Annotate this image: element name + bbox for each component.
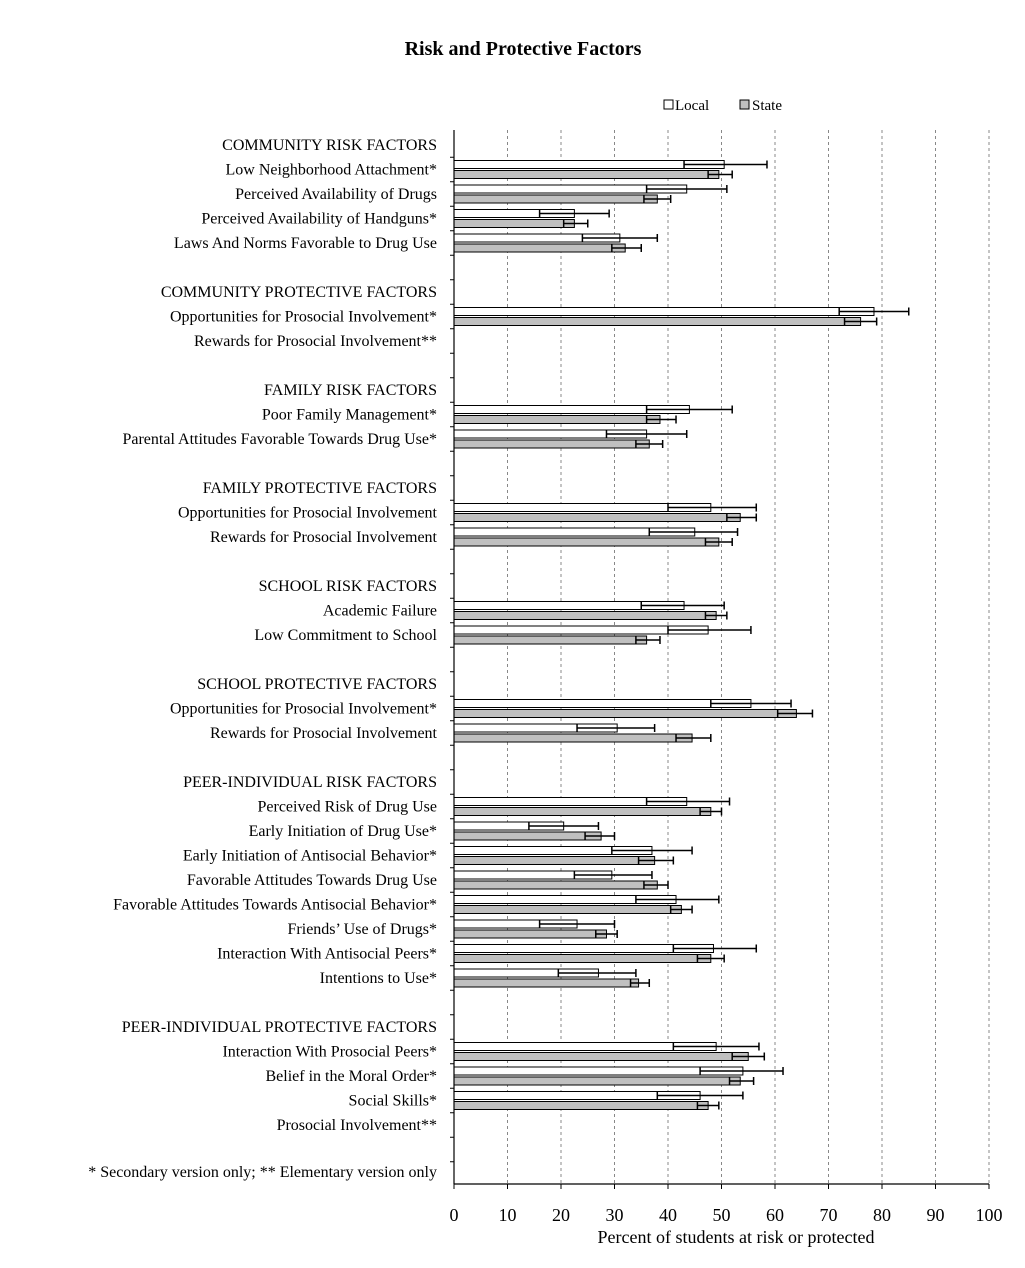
- x-tick-label: 90: [926, 1205, 945, 1225]
- bar-state: [454, 710, 796, 718]
- bar-state: [454, 538, 719, 546]
- x-tick-label: 50: [712, 1205, 731, 1225]
- x-tick-label: 100: [975, 1205, 1003, 1225]
- category-label: Opportunities for Prosocial Involvement*: [169, 700, 437, 718]
- bar-state: [454, 906, 681, 914]
- bar-state: [454, 171, 719, 179]
- x-tick-label: 30: [605, 1205, 624, 1225]
- bar-state: [454, 244, 625, 252]
- bar-state: [454, 220, 574, 228]
- bar-state: [454, 857, 655, 865]
- category-label: Favorable Attitudes Towards Drug Use: [186, 872, 437, 889]
- category-label: Poor Family Management*: [261, 406, 437, 424]
- x-tick-label: 70: [819, 1205, 838, 1225]
- category-label: Favorable Attitudes Towards Antisocial Behavior*: [113, 896, 437, 914]
- category-label: Low Neighborhood Attachment*: [225, 161, 437, 179]
- bar-state: [454, 832, 601, 840]
- x-tick-labels: [450, 1205, 1003, 1225]
- x-axis-label: Percent of students at risk or protected: [597, 1227, 875, 1247]
- bar-state: [454, 416, 660, 424]
- section-header: FAMILY PROTECTIVE FACTORS: [202, 480, 437, 497]
- category-label: Rewards for Prosocial Involvement**: [193, 333, 437, 350]
- legend-label-local: Local: [675, 98, 710, 114]
- x-tick-label: 80: [873, 1205, 891, 1225]
- category-label: Prosocial Involvement**: [276, 1117, 437, 1134]
- x-tick-label: 20: [552, 1205, 570, 1225]
- legend-label-state: State: [752, 98, 782, 114]
- section-header: COMMUNITY PROTECTIVE FACTORS: [160, 284, 437, 301]
- bar-state: [454, 636, 647, 644]
- category-label: Early Initiation of Antisocial Behavior*: [182, 847, 437, 865]
- bar-state: [454, 440, 649, 448]
- bar-state: [454, 1077, 740, 1085]
- chart-title: Risk and Protective Factors: [404, 38, 642, 60]
- legend-swatch-state: [740, 100, 749, 109]
- category-label: Low Commitment to School: [254, 627, 437, 644]
- category-label: Rewards for Prosocial Involvement: [209, 725, 437, 742]
- legend-swatch-local: [664, 100, 673, 109]
- category-label: Friends’ Use of Drugs*: [287, 921, 437, 938]
- category-label: Early Initiation of Drug Use*: [248, 823, 437, 840]
- category-label: Interaction With Antisocial Peers*: [217, 945, 437, 963]
- x-tick-label: 10: [498, 1205, 517, 1225]
- category-label: Perceived Availability of Handguns*: [201, 210, 437, 228]
- x-tick-label: 40: [659, 1205, 677, 1225]
- plot-rows: [113, 137, 909, 1134]
- bar-state: [454, 514, 740, 522]
- bar-state: [454, 734, 692, 742]
- category-label: Intentions to Use*: [319, 970, 437, 987]
- bar-state: [454, 612, 716, 620]
- bar-state: [454, 930, 606, 938]
- category-label: Opportunities for Prosocial Involvement: [177, 504, 437, 522]
- bar-state: [454, 195, 657, 203]
- category-label: Rewards for Prosocial Involvement: [209, 529, 437, 546]
- bar-state: [454, 979, 639, 987]
- category-label: Opportunities for Prosocial Involvement*: [169, 308, 437, 326]
- bar-state: [454, 808, 711, 816]
- category-label: Parental Attitudes Favorable Towards Drug Use*: [122, 431, 437, 448]
- bar-state: [454, 318, 861, 326]
- x-tick-label: 60: [766, 1205, 784, 1225]
- axes: [450, 130, 989, 1189]
- bar-state: [454, 955, 711, 963]
- footnote: * Secondary version only; ** Elementary version only: [88, 1164, 437, 1181]
- category-label: Social Skills*: [348, 1092, 437, 1110]
- category-label: Academic Failure: [322, 602, 437, 620]
- bar-state: [454, 1102, 708, 1110]
- section-header: FAMILY RISK FACTORS: [264, 382, 437, 399]
- category-label: Belief in the Moral Order*: [265, 1068, 437, 1085]
- category-label: Perceived Availability of Drugs: [235, 186, 437, 203]
- bar-local: [454, 308, 874, 316]
- legend: [664, 98, 782, 114]
- gridlines: [508, 130, 990, 1184]
- section-header: SCHOOL PROTECTIVE FACTORS: [197, 676, 437, 693]
- bar-state: [454, 881, 657, 889]
- bar-state: [454, 1053, 748, 1061]
- section-header: PEER-INDIVIDUAL RISK FACTORS: [183, 774, 437, 791]
- category-label: Perceived Risk of Drug Use: [257, 798, 437, 816]
- category-label: Interaction With Prosocial Peers*: [222, 1043, 437, 1061]
- section-header: COMMUNITY RISK FACTORS: [222, 137, 437, 154]
- x-tick-label: 0: [449, 1205, 459, 1225]
- section-header: PEER-INDIVIDUAL PROTECTIVE FACTORS: [121, 1019, 437, 1036]
- section-header: SCHOOL RISK FACTORS: [258, 578, 437, 595]
- bar-local: [454, 700, 751, 708]
- category-label: Laws And Norms Favorable to Drug Use: [173, 235, 437, 252]
